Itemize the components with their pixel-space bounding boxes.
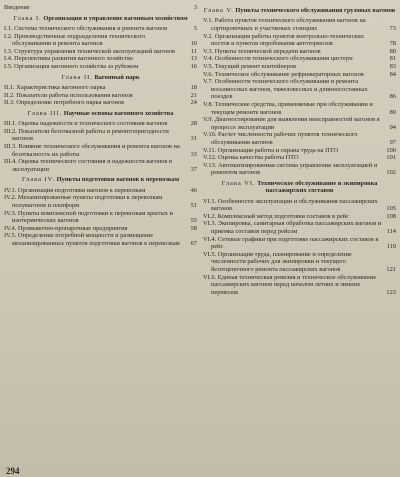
toc-entry-title: V.12. Оценка качества работы ПТО [203,154,299,162]
toc-entry-page: 121 [386,266,396,274]
toc-entry-title: I.5. Организация вагонного хозяйства за рубежом [4,62,139,70]
toc-entry-page: 83 [389,62,396,70]
toc-entry-title: V.1. Работа пунктов технического обслуживания вагонов на сортировочных и участковых станциях [203,17,366,32]
toc-entry-title: V.8. Технические средства, применяемые при обслуживании и текущем ремонте вагонов [203,100,373,116]
toc-entry-title: II.3. Определение потребного парка вагонов [4,99,125,107]
chapter-title: Организация и управление вагонным хозяйством [43,14,188,22]
chapter-heading [203,180,396,195]
toc-entry-page: 84 [389,70,396,78]
toc-entry-page: 5 [193,25,197,32]
toc-entry-title: II.1. Характеристика вагонного парка [4,83,106,91]
toc-entry-page: 51 [190,201,197,209]
toc-entry [203,274,396,297]
toc-entry-page: 58 [190,224,197,232]
toc-entry-page: 80 [389,47,396,55]
toc-entry-title: V.10. Расчет численности рабочих пунктов технического обслуживания вагонов [203,131,358,146]
toc-entry-title: II.2. Показатели работы использования вагонов [4,91,133,99]
chapter-heading [4,15,197,22]
chapter-heading [203,7,396,14]
toc-entry-title: III.3. Влияние технического обслуживания и ремонта вагонов на безотказность их работы [4,142,180,158]
toc-entry-page: 123 [386,288,396,296]
toc-entry-page: 11 [190,47,197,55]
toc-entry [4,143,197,158]
chapter-title: Научные основы вагонного хозяйства [63,109,174,117]
toc-entry-page: 105 [386,205,396,213]
toc-entry-title: IV.5. Определение потребной мощности и размещение механизированных пунктов подготовки вагонов к перевозкам [4,232,180,247]
toc-entry [203,55,396,63]
toc-entry [203,116,396,131]
toc-entry-page: 33 [190,150,197,158]
toc-entry [203,236,396,251]
toc-entry-title: I.2. Производственные подразделения технического обслуживания и ремонта вагонов [4,32,146,48]
toc-entry-page: 18 [190,83,197,91]
toc-entry-title: VI.2. Комплексный метод подготовки составов в рейс [203,212,349,220]
toc-entry-title: IV.3. Пункты комплексной подготовки к перевозкам крытых и изотермических вагонов [4,209,173,225]
toc-entry [4,232,197,247]
toc-left-column [4,4,197,466]
toc-entry-title: V.5. Текущий ремонт контейнеров [203,62,297,70]
toc-entry-title: V.2. Организация работы пунктов контрольно-технических постов и пунктов опробования автотормозов [203,32,365,48]
toc-entry-title: V.11. Организация работы и охрана труда на ПТО [203,146,339,154]
toc-entry-page: 37 [190,165,197,173]
toc-entry-page: 108 [386,212,396,220]
page-number: 294 [6,466,20,476]
toc-entry-title: V.9. Диагностирование для выявления неисправностей вагонов в процессе эксплуатации [203,116,380,131]
toc-entry-title: III.2. Показатели безотказной работы и ремонтопригодности вагонов [4,127,169,143]
toc-entry-title: I.3. Структура управления технической эксплуатацией вагонов [4,47,176,55]
toc-entry [203,63,396,71]
toc-entry [4,55,197,63]
toc-entry-page: 16 [190,62,197,70]
toc-entry [203,147,396,155]
toc-entry [203,154,396,162]
toc-entry [203,198,396,213]
toc-entry-page: 73 [389,25,396,32]
chapter-heading [4,110,197,117]
toc-entry [203,213,396,221]
toc-entry-title: IV.4. Промывочно-пропарочные предприятия [4,224,128,232]
toc-entry [4,4,197,12]
toc-entry-page: 101 [386,154,396,162]
toc-entry [203,251,396,274]
toc-entry [203,162,396,177]
toc-entry-title: III.1. Оценка надежности и технического состояния вагонов [4,120,168,128]
toc-entry-page: 67 [190,239,197,247]
chapter-label: Глава III. [27,109,63,117]
toc-entry-page: 94 [389,123,396,131]
chapter-title: Пункты технического обслуживания грузовых вагонов [235,7,396,14]
toc-entry-title: V.3. Пункты технической передачи вагонов [203,47,321,55]
toc-entry [203,78,396,101]
toc-entry [4,92,197,100]
toc-entry-page: 3 [193,4,197,11]
toc-entry [4,187,197,195]
chapter-label: Глава II. [61,73,93,81]
toc-entry-title: VI.3. Экипировка, санитарная обработка пассажирских вагонов и приемка составов перед рейсом [203,220,382,236]
chapter-title: Вагонный парк [94,73,140,81]
toc-entry-title: Введение [4,4,30,11]
toc-entry-page: 10 [190,40,197,48]
toc-entry [203,71,396,79]
toc-entry [4,194,197,209]
chapter-label: Глава IV. [21,176,56,184]
toc-entry-page: 24 [190,99,197,107]
toc-entry-page: 100 [386,146,396,154]
toc-entry [4,210,197,225]
chapter-title: Пункты подготовки вагонов к перевозкам [56,176,180,184]
toc-entry-title: I.1. Система технического обслуживания и ремонта вагонов [4,25,168,32]
toc-entry-page: 78 [389,40,396,48]
toc-entry-page: 46 [190,186,197,194]
toc-right-column [203,4,396,466]
toc-entry-title: VI.4. Сетевые графики при подготовке пассажирских составов в рейс [203,235,379,251]
chapter-heading [4,74,197,81]
toc-entry-page: 86 [389,93,396,101]
toc-entry [203,220,396,235]
toc-entry-page: 119 [386,243,396,251]
toc-entry [4,48,197,56]
toc-entry [203,131,396,146]
toc-entry [4,84,197,92]
toc-entry-page: 13 [190,55,197,63]
chapter-label: Глава VI. [221,179,256,187]
toc-entry-title: VI.5. Организация труда, планирование и определение численности рабочих для экипировки и текущего безотцепочного ремонта пассажирских вагонов [203,250,352,274]
toc-entry-title: IV.1. Организация подготовки вагонов к перевозкам [4,186,146,194]
toc-entry-title: VI.6. Единая техническая ревизия и техническое обслуживание пассажирских вагонов перед началом летних и зимних перевозок [203,273,377,296]
toc-entry [4,33,197,48]
toc-entry-title: V.13. Автоматизированная система управления эксплуатацией и ремонтом вагонов [203,161,378,177]
toc-entry [4,225,197,233]
toc-entry-page: 89 [389,108,396,116]
toc-entry-page: 97 [389,138,396,146]
toc-entry [4,99,197,107]
toc-entry [203,48,396,56]
toc-entry-title: V.4. Особенности технического обслуживания цистерн [203,55,353,63]
toc-entry-page: 55 [190,217,197,225]
chapter-label: Глава V. [203,7,234,14]
toc-entry-title: V.6. Техническое обслуживание рефрижераторных вагонов [203,70,364,78]
toc-entry [4,120,197,128]
toc-entry [4,25,197,33]
toc-entry-title: V.7. Особенности технического обслуживания и ремонта восьмиосных вагонов, тяжеловесных и длинносоставных поездов [203,78,368,101]
toc-entry-title: IV.2. Механизированные пункты подготовки к перевозкам полувагонов и платформ [4,194,163,209]
toc-entry [4,158,197,173]
chapter-title: Техническое обслуживание и экипировка пассажирских составов [257,179,378,195]
chapter-label: Глава I. [13,14,42,22]
toc-entry [203,17,396,32]
toc-entry [203,33,396,48]
chapter-heading [4,176,197,183]
toc-entry [4,128,197,143]
toc-entry-page: 21 [190,91,197,99]
toc-entry-page: 114 [386,228,396,236]
toc-entry-page: 81 [389,55,396,63]
toc-entry-page: 31 [190,135,197,143]
toc-entry-title: I.4. Перспективы развития вагонного хозяйства [4,55,133,63]
toc-entry-page: 102 [386,169,396,177]
toc-entry-title: III.4. Оценка технического состояния и надежности вагонов в эксплуатации [4,158,172,173]
toc-entry-page: 28 [190,120,197,128]
toc-entry-title: VI.1. Особенности эксплуатации и обслуживания пассажирских вагонов [203,197,378,213]
toc-entry [4,63,197,71]
toc-entry [203,101,396,116]
